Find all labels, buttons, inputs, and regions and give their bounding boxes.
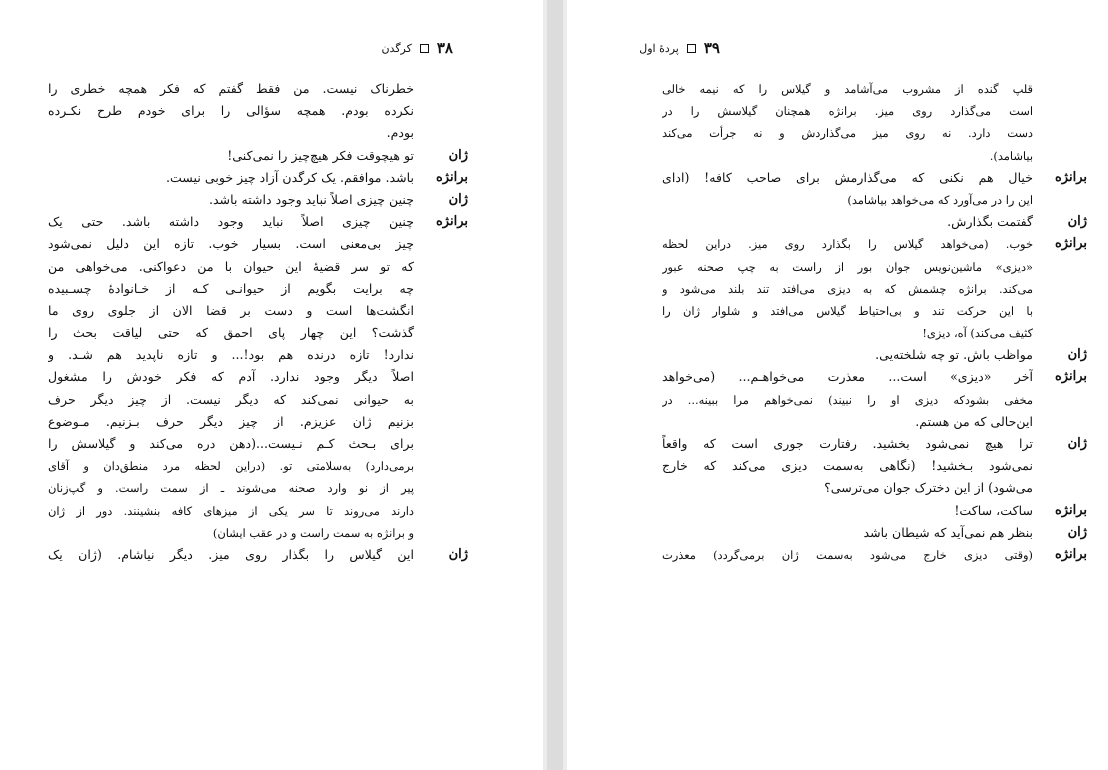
speaker-name [414, 78, 468, 100]
line-text: و برانژه به سمت راست و در عقب ایشان) [212, 525, 414, 540]
speaker-name: ژان [1067, 214, 1087, 230]
text-line [48, 500, 468, 522]
speaker-name [414, 522, 468, 544]
text-line [48, 544, 468, 566]
running-title: کرگدن [381, 41, 412, 55]
square-ornament-icon [687, 44, 696, 53]
speaker-name [414, 366, 468, 388]
speaker-name: ژان [448, 191, 468, 207]
text-line [662, 500, 1087, 522]
right-page-text [662, 78, 1087, 566]
speaker-name [414, 122, 468, 144]
line-text: چنین چیزی اصلاً نباید وجود داشته باشد. [208, 191, 414, 207]
left-page-text [48, 78, 468, 566]
speaker-name [1033, 389, 1087, 411]
text-line [662, 344, 1087, 366]
speaker-name [1033, 122, 1087, 144]
speaker-name [1033, 189, 1087, 211]
page-number: ۳۹ [703, 39, 720, 57]
left-page [0, 0, 543, 770]
speaker-name [414, 389, 468, 411]
page-gutter [543, 0, 567, 770]
line-text: خیال هم نکنی که می‌گذارمش برای صاحب کافه! (ادای [662, 169, 1033, 185]
line-text: خطرناک نیست. من فقط گفتم که فکر همچه خطری را [48, 81, 414, 96]
text-line [48, 344, 468, 366]
speaker-name [414, 411, 468, 433]
text-line [48, 300, 468, 322]
line-text: برمی‌دارد) به‌سلامتی تو. (دراین لحظه مرد منطق‌دان و آقای [48, 459, 414, 474]
text-line [48, 145, 468, 167]
text-line [662, 455, 1087, 477]
text-line [662, 411, 1087, 433]
speaker-name: ژان [1067, 524, 1087, 540]
speaker-name [414, 100, 468, 122]
text-line [662, 433, 1087, 455]
speaker-name: برانژه [1054, 546, 1087, 562]
line-text: اصلاً دیگر وجود ندارد. آدم که فکر خودش را مشغول [48, 369, 414, 385]
line-text: نکرده بودم. همچه سؤالی را برای خودم طرح نکـرده [48, 103, 414, 119]
text-line [48, 455, 468, 477]
text-line [48, 233, 468, 255]
left-page-header [381, 38, 453, 58]
speaker-name [414, 300, 468, 322]
text-line [48, 389, 468, 411]
speaker-name [1033, 477, 1087, 499]
text-line [662, 145, 1087, 167]
speaker-name [414, 256, 468, 278]
speaker-name [414, 477, 468, 499]
text-line [48, 167, 468, 189]
line-text: این‌حالی که من هستم. [915, 413, 1033, 429]
line-text: بزنیم ژان عزیزم. از چیز دیگر حرف بـزنیم. مـوضوع [48, 413, 414, 429]
speaker-name: ژان [1067, 436, 1087, 451]
line-text: با این حرکت تند و بی‌احتیاط گیلاس می‌افتد و شلوار ژان را [662, 303, 1033, 318]
text-line [662, 389, 1087, 411]
speaker-name: برانژه [435, 169, 468, 185]
text-line [48, 256, 468, 278]
text-line [662, 544, 1087, 566]
text-line [662, 256, 1087, 278]
line-text: قلپ گنده از مشروب می‌آشامد و گیلاس را که نیمه خالی [662, 82, 1033, 96]
text-line [48, 322, 468, 344]
line-text: می‌کند. برانژه چشمش که به دیزی می‌افتد تند بلند می‌شود و [662, 281, 1033, 296]
line-text: ساکت، ساکت! [954, 502, 1033, 518]
speaker-name: ژان [448, 147, 468, 163]
text-line [48, 366, 468, 388]
line-text: بیاشامد). [989, 148, 1033, 163]
speaker-name [414, 344, 468, 366]
line-text: گفتمت بگذارش. [947, 214, 1033, 230]
text-line [662, 278, 1087, 300]
line-text: چیز بی‌معنی است. بسیار خوب. تازه این دلیل نمی‌شود [48, 236, 414, 252]
text-line [48, 433, 468, 455]
line-text: بودم. [386, 125, 414, 141]
speaker-name [1033, 145, 1087, 167]
line-text: خوب. (می‌خواهد گیلاس را بگذارد روی میز. دراین لحظه [662, 237, 1033, 252]
text-line [662, 211, 1087, 233]
speaker-name [1033, 322, 1087, 344]
text-line [662, 78, 1087, 100]
text-line [48, 477, 468, 499]
line-text: گذشت؟ این چهار پای احمق که حتی لیاقت بحث را [48, 325, 414, 341]
text-line [48, 522, 468, 544]
speaker-name: برانژه [1054, 502, 1087, 518]
line-text: ترا هیچ نمی‌شود بخشید. رفتارت جوری است که واقعاً [662, 436, 1033, 451]
speaker-name [414, 455, 468, 477]
text-line [48, 78, 468, 100]
speaker-name [1033, 278, 1087, 300]
speaker-name: برانژه [1054, 169, 1087, 185]
line-text: چه برایت بگویم از حیوانـی کـه از خـانوادهٔ چسـبیده [48, 280, 414, 296]
speaker-name [414, 500, 468, 522]
line-text: مخفی بشودکه دیزی او را نبیند) نمی‌خواهم مرا ببینه... در [662, 392, 1033, 407]
line-text: پیر از نو وارد صحنه می‌شوند ـ از سمت راست. و گپ‌زنان [48, 481, 414, 496]
line-text: تو هیچوقت فکر هیچ‌چیز را نمی‌کنی! [227, 147, 414, 163]
line-text: باشد. موافقم. یک کرگدن آزاد چیز خوبی نیست. [165, 169, 414, 185]
line-text: است می‌گذارد روی میز. برانژه همچنان گیلاسش را در [662, 104, 1033, 119]
speaker-name: برانژه [1054, 236, 1087, 252]
line-text: دست دارد. نه روی میز می‌گذاردش و نه جرأت می‌کند [662, 126, 1033, 141]
square-ornament-icon [420, 44, 429, 53]
speaker-name [414, 322, 468, 344]
text-line [662, 477, 1087, 499]
right-page-header [639, 38, 720, 58]
text-line [662, 233, 1087, 255]
text-line [662, 300, 1087, 322]
line-text: مواظب باش. تو چه شلخته‌یی. [875, 347, 1033, 363]
text-line [662, 167, 1087, 189]
line-text: آخر «دیزی» است... معذرت می‌خواهـم... (می‌خواهد [662, 369, 1033, 385]
line-text: این را در می‌آورد که می‌خواهد بیاشامد) [847, 192, 1033, 207]
speaker-name: ژان [1067, 347, 1087, 363]
text-line [48, 189, 468, 211]
line-text: دارند می‌روند تا سر یکی از میزهای کافه بنشینند. دور از ژان [48, 503, 414, 518]
line-text: که تو سر قضیهٔ این حیوان با من دعواکنی. می‌خواهی من [48, 258, 414, 274]
text-line [48, 411, 468, 433]
line-text: انگشت‌ها است و دست بر قضا الان از جلوی روی ما [48, 302, 414, 318]
text-line [48, 278, 468, 300]
text-line [662, 322, 1087, 344]
line-text: چنین چیزی اصلاً نباید وجود داشته باشد. حتی یک [48, 214, 414, 230]
text-line [662, 100, 1087, 122]
speaker-name [414, 278, 468, 300]
text-line [662, 366, 1087, 388]
line-text: به حیوانی نمی‌کند که دیگر نیست. از چیز دیگر حرف [48, 391, 414, 407]
running-title: پردهٔ اول [639, 41, 679, 55]
text-line [48, 100, 468, 122]
speaker-name: ژان [448, 546, 468, 562]
text-line [662, 189, 1087, 211]
speaker-name [414, 233, 468, 255]
text-line [662, 122, 1087, 144]
right-page [567, 0, 1108, 770]
text-line [48, 211, 468, 233]
speaker-name [1033, 100, 1087, 122]
line-text: این گیلاس را بگذار روی میز. دیگر نیاشام. (ژان یک [48, 546, 414, 562]
line-text: بنظر هم نمی‌آید که شیطان باشد [863, 524, 1033, 540]
line-text: (وقتی دیزی خارج می‌شود به‌سمت ژان برمی‌گردد) معذرت [662, 547, 1033, 562]
line-text: ندارد! تازه درنده هم بود!... و تازه ناپدید هم شـد. و [48, 347, 414, 363]
page-number: ۳۸ [436, 39, 453, 57]
line-text: می‌شود) از این دخترک جوان می‌ترسی؟ [824, 480, 1033, 496]
line-text: کثیف می‌کند) آه، دیزی! [922, 326, 1033, 341]
speaker-name [1033, 455, 1087, 477]
text-line [662, 522, 1087, 544]
speaker-name: برانژه [435, 214, 468, 230]
line-text: نمی‌شود بـخشید! (نگاهی به‌سمت دیزی می‌کند که خارج [662, 458, 1033, 474]
speaker-name [414, 433, 468, 455]
line-text: برای بـحث کـم نـیست...(دهن دره می‌کند و گیلاسش را [48, 436, 414, 451]
speaker-name [1033, 300, 1087, 322]
speaker-name: برانژه [1054, 369, 1087, 385]
text-line [48, 122, 468, 144]
speaker-name [1033, 78, 1087, 100]
speaker-name [1033, 411, 1087, 433]
line-text: «دیزی» ماشین‌نویس جوان بور از راست به چپ صحنه عبور [662, 259, 1033, 274]
speaker-name [1033, 256, 1087, 278]
